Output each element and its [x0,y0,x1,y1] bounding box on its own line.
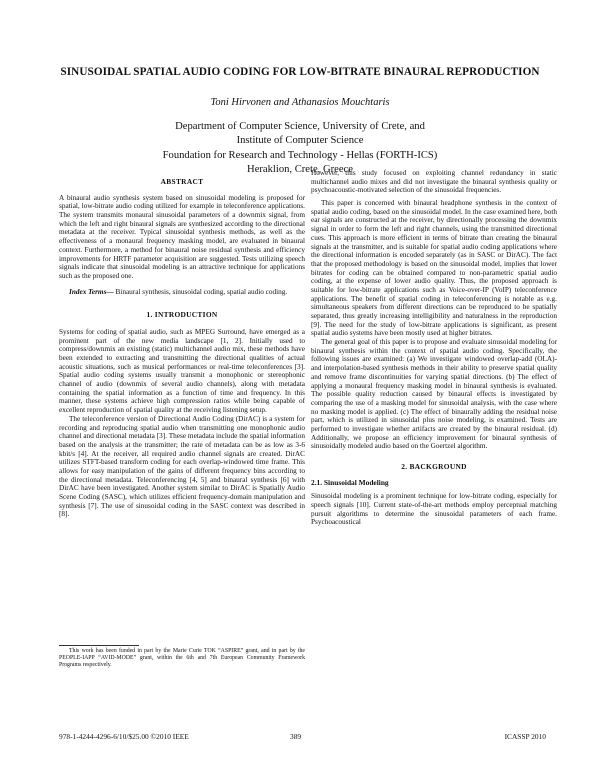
index-terms-label: Index Terms— [69,287,114,296]
index-terms-text: Binaural synthesis, sinusoidal coding, spatial audio coding. [115,287,288,296]
page-number: 389 [290,732,302,741]
body-paragraph: The general goal of this paper is to propose and evaluate sinusoidal modeling for binaural synthesis within the context of spatial audio coding. Specifically, the following issues are examined: (a) We investigate windowed overlap-add (OLA)- and interpolation-based synthesis methods in their ability to preserve spatial quality and remove frame discontinuities for varying spatial directions. (b) The effect of applying a monaural frequency masking model in binaural synthesis is evaluated. The possible quality reduction caused by binaural effects is investigated by comparing the use of a masking model for sinusoidal analysis, with the case where no masking model is applied. (c) The effect of binaurally adding the residual noise part, which is utilized in sinusoidal plus noise modeling, is examined. Tests are performed to investigate whether artifacts are created by the binaural residual. (d) Additionally, we propose an efficiency improvement for binaural synthesis of sinusoidally modeled audio based on the Goertzel algorithm. [311,338,557,451]
intro-paragraph: The teleconference version of Directional Audio Coding (DirAC) is a system for recording and reproducing spatial audio when transmitting one monophonic audio channel and directional metadata [3]. These metadata include the spatial information based on the analysis at the transmitter; the rate of metadata can be as low as 3-6 kbit/s [4]. At the receiver, all required audio channel signals are created. DirAC utilizes STFT-based transform coding for each overlap-windowed time frame. This allows for easy manipulation of the gains of different frequency bins according to the directional metadata. Teleconferencing [4, 5] and binaural synthesis [6] with DirAC have been investigated. Another system similar to DirAC is Spatially Audio Scene Coding (SASC), which utilizes efficient frequency-domain manipulation and synthesis [7]. The use of sinusoidal coding in the SASC context was described in [8]. [59,414,305,519]
affiliation-line: Foundation for Research and Technology - Hellas (FORTH-ICS) [162,149,438,161]
authors: Toni Hirvonen and Athanasios Mouchtaris [210,97,390,108]
paper-title: SINUSOIDAL SPATIAL AUDIO CODING FOR LOW-BITRATE BINAURAL REPRODUCTION [60,66,540,78]
footer-copyright: 978-1-4244-4296-6/10/$25.00 ©2010 IEEE [59,732,189,741]
abstract-heading: ABSTRACT [160,177,204,186]
footnote: This work has been funded in part by the Marie Curie TOK “ASPIRE” grant, and in part by the PEOPLE-IAPP “AVID-MODE” grant, within the 6th and 7th European Community Framework Programs respectively. [59,648,305,668]
body-paragraph: Sinusoidal modeling is a prominent technique for low-bitrate coding, especially for speech signals [10]. Current state-of-the-art methods employ perceptual matching pursuit algorithms to determine the sinusoidal parameters of each frame. Psychoacoustical [311,492,557,527]
affiliation-line: Institute of Computer Science [236,135,364,147]
footer-conference: ICASSP 2010 [504,732,546,741]
affiliation-line: Department of Computer Science, University of Crete, and [175,121,425,132]
left-column [59,178,305,519]
subsection-heading: 2.1. Sinusoidal Modeling [311,477,389,487]
body-paragraph: However, this study focused on exploiting channel redundancy in static multichannel audio mixes and did not investigate the binaural synthesis quality or psychoacoustic-motivated selection of the sinusoidal frequencies. [311,169,557,195]
intro-paragraph: Systems for coding of spatial audio, such as MPEG Surround, have emerged as a prominent part of the new media landscape [1, 2]. Initially used to compress/downmix an existing (static) multichannel audio mix, these methods have been extended to extracting and transmitting the directional qualities of actual acoustic situations, such as musical performances or real-time teleconferences [3]. Spatial audio coding systems usually transmit a monophonic or stereophonic channel of audio (downmix of several audio channels), along with metadata containing the spatial information as a function of time and frequency. In this manner, these systems achieve high compression ratios while being capable of excellent reproduction of spatial quality at the receiving listening setup. [59,327,305,415]
abstract-text: A binaural audio synthesis system based on sinusoidal modeling is proposed for spatial, low-bitrate audio coding utilized for example in teleconference applications. The system transmits monaural sinusoidal parameters of a downmix signal, from which the left and right binaural signals are synthesized according to the directional metadata at the receiver. Typical sinusoidal synthesis methods, as well as the effectiveness of a monaural frequency masking model, are evaluated in binaural context. Furthermore, a method for binaural noise residual synthesis and efficiency improvements for HRTF parameter acquisition are suggested. Tests utilizing speech signals indicate that sinusoidal modeling is an attractive technique for applications such as the proposed one. [59,193,305,280]
footnote-rule [59,645,139,646]
affiliation-line: Heraklion, Crete, Greece [247,163,353,175]
body-paragraph: This paper is concerned with binaural headphone synthesis in the context of spatial audio coding, based on the sinusoidal model. In the case examined here, both ear signals are constructed at the receiver, by directionally processing the downmix signal in order to form the left and right channels, using the transmitted directional cues. This approach is more efficient in terms of bitrate than creating the binaural signals at the transmitter, and is suitable for spatial audio coding applications where the directional information is encoded separately (as in SASC or DirAC). The fact that the proposed methodology is based on the sinusoidal model, implies that lower bitrates for coding can be obtained compared to non-parametric spatial audio coding, at the expense of lower audio quality. Thus, the proposed approach is suitable for low-bitrate applications such as Voice-over-IP (VoIP) teleconference applications. The benefit of spatial coding in teleconferencing is notable as e.g. simultaneous speakers from different directions can be reproduced to be spatially separated, thus greatly increasing intelligibility and naturalness in the reproduction [9]. The need for the study of low-bitrate applications is significant, as present spatial audio systems have been mostly used at higher bitrates. [311,199,557,338]
background-heading: 2. BACKGROUND [401,462,467,471]
index-terms [59,288,305,297]
right-column [311,169,557,527]
intro-heading: 1. INTRODUCTION [146,310,218,320]
